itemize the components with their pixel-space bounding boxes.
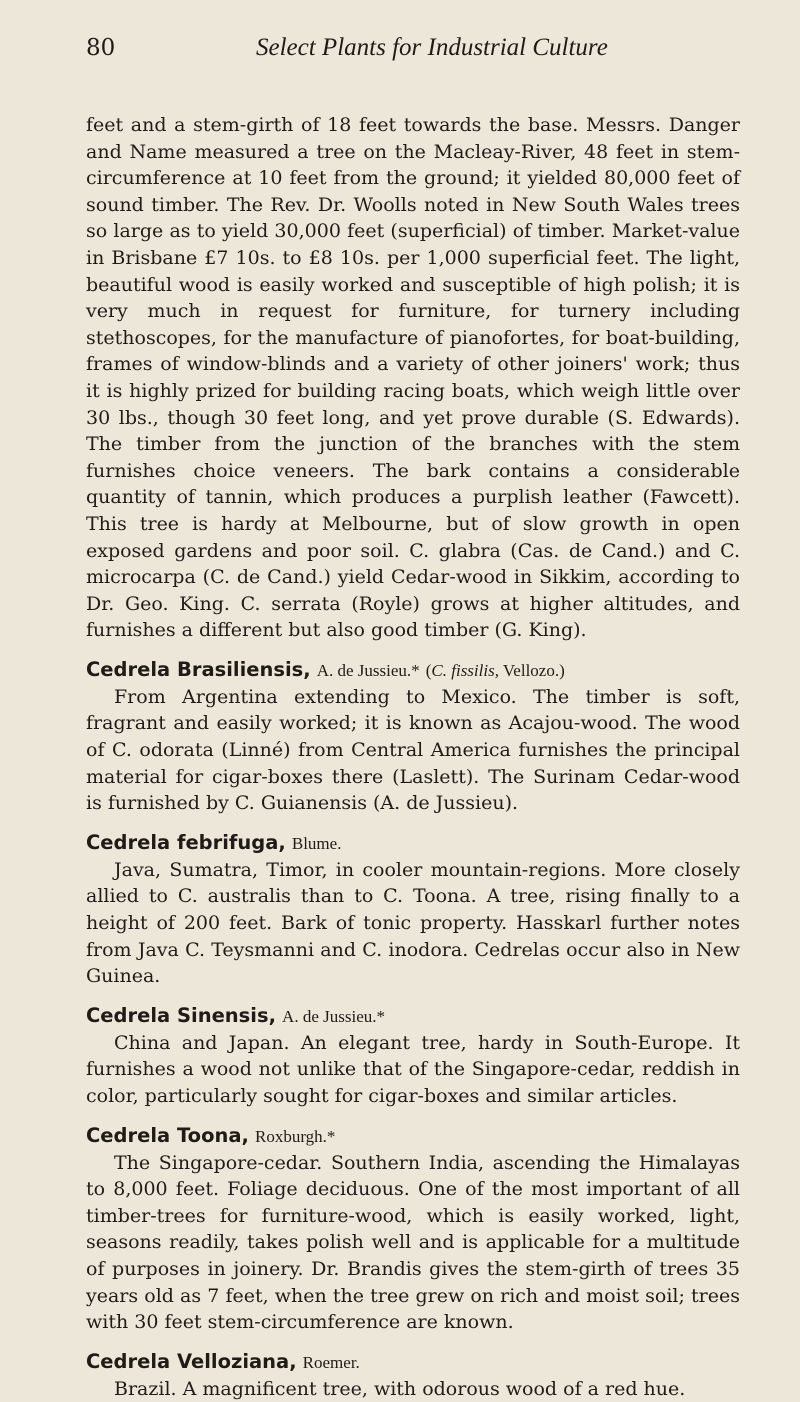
species-name: Cedrela Brasiliensis,: [86, 657, 311, 681]
entry-heading: [86, 1002, 740, 1030]
entry-heading: [86, 829, 740, 857]
synonym: (C. fissilis, Vellozo.): [425, 660, 565, 680]
species-entry: [86, 656, 740, 817]
entry-heading: [86, 1122, 740, 1150]
page-body: [86, 112, 740, 1402]
species-description: From Argentina extending to Mexico. The timber is soft, fragrant and easily worked; it is known as Acajou-wood. The wood of C. odorata (Linné) from Central America furnishes the principal material for cigar-boxes there (Laslett). The Surinam Cedar-wood is furnished by C. Guianensis (A. de Jussieu).: [86, 685, 740, 815]
species-entry: [86, 1348, 740, 1402]
species-description: The Singapore-cedar. Southern India, ascending the Himalayas to 8,000 feet. Foliage deciduous. One of the most important of all timber-trees for furniture-wood, which is easily worked, light, seasons readily, takes polish well and is applicable for a multitude of purposes in joinery. Dr. Brandis gives the stem-girth of trees 35 years old as 7 feet, when the tree grew on rich and moist soil; trees with 30 feet stem-circumference are known.: [86, 1151, 740, 1334]
entry-heading: [86, 656, 740, 684]
species-entry: [86, 1002, 740, 1110]
species-authority: Roxburgh.*: [254, 1126, 336, 1146]
intro-paragraph: feet and a stem-girth of 18 feet towards the base. Messrs. Danger and Name measured a tree on the Macleay-River, 48 feet in stem-circumference at 10 feet from the ground; it yielded 80,000 feet of sound timber. The Rev. Dr. Woolls noted in New South Wales trees so large as to yield 30,000 feet (superficial) of timber. Market-value in Brisbane £7 10s. to £8 10s. per 1,000 superficial feet. The light, beautiful wood is easily worked and susceptible of high polish; it is very much in request for furniture, for turnery including stethoscopes, for the manufacture of pianofortes, for boat-building, frames of window-blinds and a variety of other joiners' work; thus it is highly prized for building racing boats, which weigh little over 30 lbs., though 30 feet long, and yet prove durable (S. Edwards). The timber from the junction of the branches with the stem furnishes choice veneers. The bark contains a considerable quantity of tannin, which produces a purplish leather (Fawcett). This tree is hardy at Melbourne, but of slow growth in open exposed gardens and poor soil. C. glabra (Cas. de Cand.) and C. microcarpa (C. de Cand.) yield Cedar-wood in Sikkim, according to Dr. Geo. King. C. serrata (Royle) grows at higher altitudes, and furnishes a different but also good timber (G. King).: [86, 114, 740, 642]
species-entry: [86, 1122, 740, 1336]
species-description: China and Japan. An elegant tree, hardy in South-Europe. It furnishes a wood not unlike that of the Singapore-cedar, reddish in color, particularly sought for cigar-boxes and similar articles.: [86, 1031, 740, 1107]
species-name: Cedrela Velloziana,: [86, 1349, 297, 1373]
species-authority: A. de Jussieu.*: [316, 660, 420, 680]
page-number: 80: [86, 35, 116, 61]
species-authority: Blume.: [291, 833, 342, 853]
species-name: Cedrela febrifuga,: [86, 830, 286, 854]
species-authority: Roemer.: [302, 1352, 360, 1372]
running-title: Select Plants for Industrial Culture: [256, 34, 608, 61]
entry-heading: [86, 1348, 740, 1376]
species-description: Java, Sumatra, Timor, in cooler mountain-regions. More closely allied to C. australis than to C. Toona. A tree, rising finally to a height of 200 feet. Bark of tonic property. Hasskarl further notes from Java C. Teysmanni and C. inodora. Cedrelas occur also in New Guinea.: [86, 858, 740, 988]
species-name: Cedrela Sinensis,: [86, 1003, 276, 1027]
species-entry: [86, 829, 740, 990]
species-authority: A. de Jussieu.*: [282, 1006, 385, 1026]
species-description: Brazil. A magnificent tree, with odorous wood of a red hue.: [114, 1377, 686, 1400]
page-header: [86, 34, 740, 70]
species-name: Cedrela Toona,: [86, 1123, 249, 1147]
